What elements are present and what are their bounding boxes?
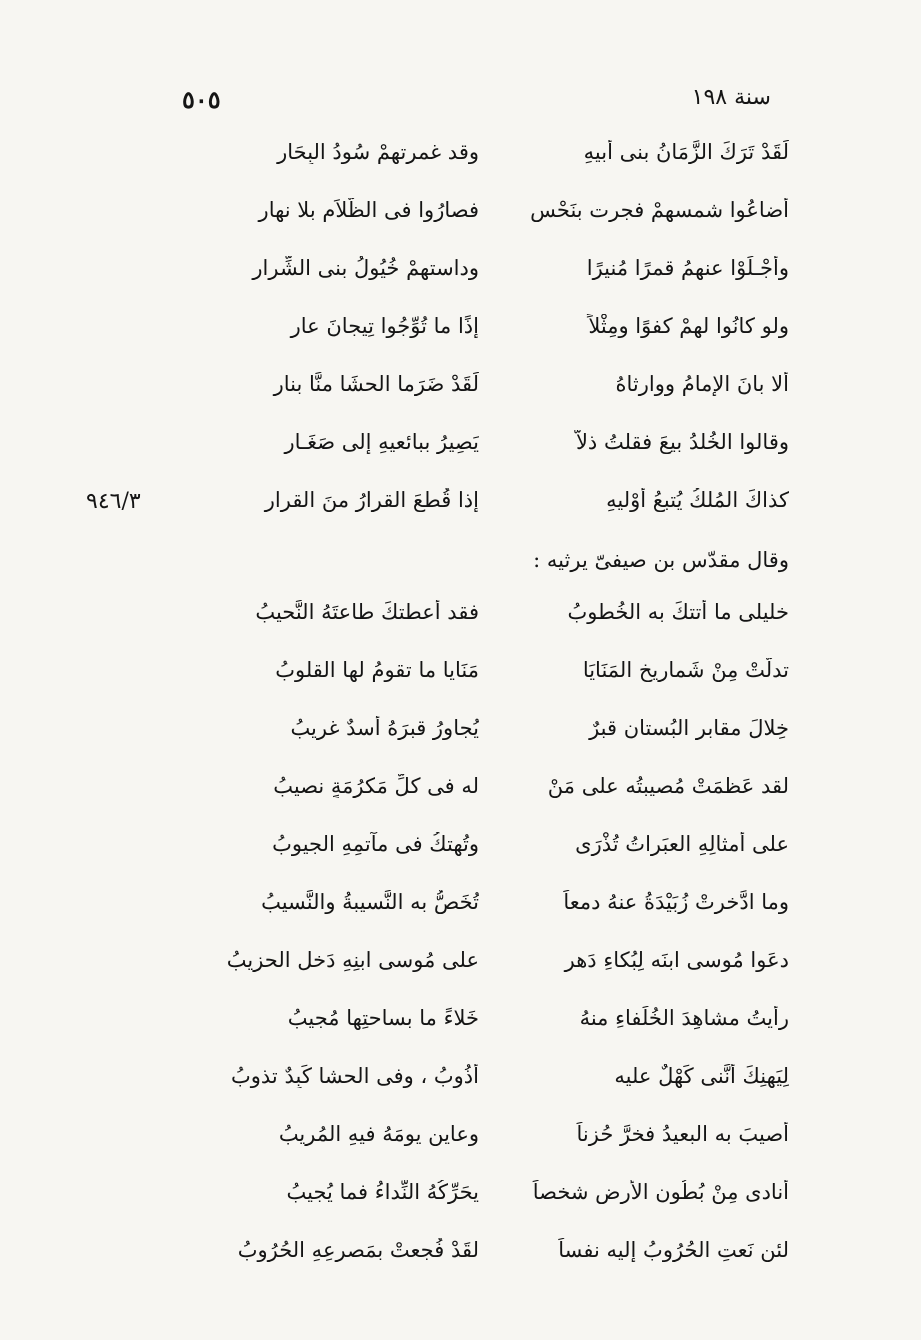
verse-first-hemistich: أُنادى مِنْ بُطُونِ الأرضِ شخصاً	[532, 1180, 789, 1204]
verse-second-hemistich: على مُوسى ابنِهِ دَخل الحزيبُ	[226, 948, 479, 972]
verse-first-hemistich: لقد عَظمَتْ مُصيبتُه على مَنْ	[547, 774, 789, 798]
verse-second-hemistich: فصارُوا فى الظَّلاَمِ بلا نهارِ	[258, 198, 479, 222]
verse-second-hemistich: لَقَدْ ضَرَما الحشَا منَّا بنار	[273, 372, 479, 396]
verse-first-hemistich: رأَيتُ مشاهِدَ الخُلَفاءِ منهُ	[579, 1006, 789, 1030]
verse-second-hemistich: إذا قُطعَ القرارُ منَ القرارِ	[264, 488, 479, 512]
verse-second-hemistich: يَصِيرُ ببائعيهِ إلى صَغَـارِ	[284, 430, 479, 454]
verse-second-hemistich: وداستهمْ خُيُولُ بنى الشِّرار	[252, 256, 479, 280]
verse-first-hemistich: وما ادَّخرتْ زُبَيْدَةُ عنهُ دمعاً	[563, 890, 789, 914]
verse-first-hemistich: لِيَهنِكَ أنَّنى كَهْلٌ عليه	[614, 1064, 789, 1088]
margin-reference: ٩٤٦/٣	[86, 489, 141, 514]
verse-second-hemistich: فقد أعطتكَ طاعتَهُ النَّحيبُ	[255, 600, 479, 624]
poem1-verse	[0, 430, 921, 486]
verse-first-hemistich: خِلالَ مقابرِ البُستانِ قبرٌ	[589, 716, 789, 740]
poem1-verse	[0, 140, 921, 196]
poem1-verse	[0, 314, 921, 370]
verse-second-hemistich: يُجاورُ قبرَهُ أسدٌ غريبُ	[290, 716, 479, 740]
verse-first-hemistich: لَقَدْ تَرَكَ الزَّمَانُ بنى أَبيهِ	[583, 140, 789, 164]
verse-first-hemistich: وأَجْـلَوْا عنهمُ قمرًا مُنيرًا	[586, 256, 789, 280]
poem2-verse	[0, 1122, 921, 1178]
verse-second-hemistich: له فى كلِّ مَكرُمَةٍ نصيبُ	[273, 774, 479, 798]
verse-second-hemistich: وقد غمرتهمْ سُودُ البِحَارِ	[277, 140, 479, 164]
verse-second-hemistich: مَنَايا ما تقومُ لها القلوبُ	[275, 658, 479, 682]
poem1-verse	[0, 256, 921, 312]
poem2-verse	[0, 1006, 921, 1062]
verse-first-hemistich: أَلا بانَ الإِمامُ ووارثاهُ	[615, 372, 789, 396]
poem2-verse	[0, 890, 921, 946]
poem2-verse	[0, 1180, 921, 1236]
verse-first-hemistich: ولو كانُوا لهمْ كفوًا ومِثْلاً	[588, 314, 789, 338]
poem1-verse	[0, 372, 921, 428]
poem2-verse	[0, 774, 921, 830]
poem2-verse	[0, 1064, 921, 1120]
verse-first-hemistich: خليلى ما أَتتكَ به الخُطوبُ	[567, 600, 789, 624]
verse-second-hemistich: خَلاءً ما بساحتِها مُجيبُ	[287, 1006, 479, 1030]
verse-first-hemistich: على أمثالِهِ العبَراتُ تُذْرَى	[575, 832, 789, 856]
verse-second-hemistich: وتُهتكُ فى مآتمِهِ الجيوبُ	[272, 832, 479, 856]
verse-first-hemistich: كذاكَ المُلكُ يُتبعُ أَوْليهِ	[606, 488, 789, 512]
verse-first-hemistich: وقالوا الخُلدُ بيعَ فقلتُ ذلاًّ	[575, 430, 789, 454]
verse-second-hemistich: تُخَصُّ به النَّسيبةُ والنَّسيبُ	[261, 890, 479, 914]
poem2-verse	[0, 1238, 921, 1294]
poem2-verse	[0, 600, 921, 656]
verse-second-hemistich: إذًا ما تُوِّجُوا تِيجانَ عارِ	[290, 314, 479, 338]
poem2-verse	[0, 716, 921, 772]
poem2-verse	[0, 658, 921, 714]
verse-first-hemistich: دعَوا مُوسى ابنَه لِبُكاءِ دَهرٍ	[564, 948, 789, 972]
running-header-year: سنة ١٩٨	[691, 85, 771, 110]
verse-second-hemistich: لقَدْ فُجعتْ بمَصرعِهِ الحُرُوبُ	[237, 1238, 479, 1262]
page-number: ٥٠٥	[182, 85, 221, 114]
verse-first-hemistich: أضاعُوا شمسهمْ فجرت بنَحْسٍ	[530, 198, 789, 222]
verse-second-hemistich: وعاين يومَهُ فيهِ المُريبُ	[278, 1122, 479, 1146]
poem1-verse	[0, 488, 921, 544]
poem2-verse	[0, 948, 921, 1004]
verse-first-hemistich: تدلَّتْ مِنْ شَماريخِ المَنَايَا	[582, 658, 789, 682]
verse-first-hemistich: أُصيبَ به البعيدُ فخرَّ حُزناً	[576, 1122, 789, 1146]
verse-second-hemistich: يحَرِّكُهُ النِّداءُ فما يُجيبُ	[286, 1180, 479, 1204]
poem1-verse	[0, 198, 921, 254]
poem2-verse	[0, 832, 921, 888]
verse-second-hemistich: أذُوبُ ، وفى الحشا كَبِدٌ تذوبُ	[231, 1064, 479, 1088]
verse-first-hemistich: لئن نَعتِ الحُرُوبُ إليه نفساً	[558, 1238, 789, 1262]
poem-introduction: وقال مقدّس بن صيفىّ يرثيه :	[533, 548, 789, 572]
